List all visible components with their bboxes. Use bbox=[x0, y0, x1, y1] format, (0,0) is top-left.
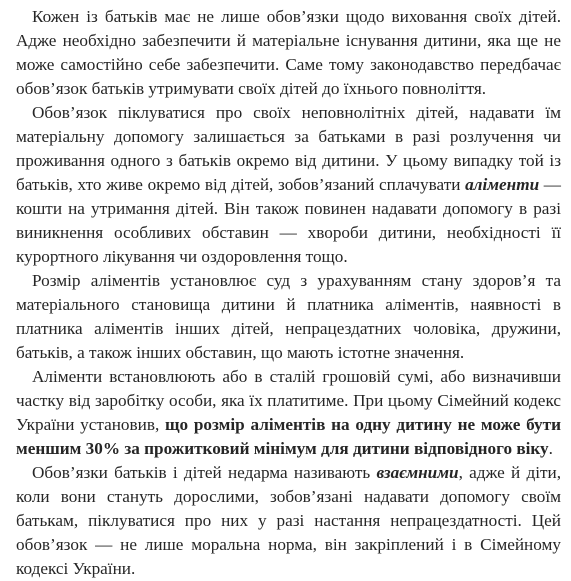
highlighted-rule: що розмір аліментів на одну дитину не може бути меншим 30% за прожитковий мінімум для дитини відповідного віку bbox=[16, 415, 561, 458]
term-mutual: взаємними bbox=[376, 463, 459, 482]
paragraph-2-text-b: — кошти на утримання дітей. Він також повинен надавати допомогу в разі виникнення особливих обставин — хвороби дитини, необхідності її курортного лікування чи оздоровлення тощо. bbox=[16, 175, 561, 266]
paragraph-2 bbox=[16, 101, 561, 269]
paragraph-2-text-a: Обов’язок піклуватися про своїх неповнолітніх дітей, надавати їм матеріальну допомогу залишається за батьками в разі розлучення чи проживання одного з батьків окремо від дитини. У цьому випадку той із батьків, хто живе окремо від дітей, зобов’язаний сплачувати bbox=[16, 103, 561, 194]
paragraph-3-text: Розмір аліментів установлює суд з урахуванням стану здоров’я та матеріального становища дитини й платника аліментів, наявності в платника аліментів інших дітей, непрацездатних чоловіка, дружини, батьків, а також інших обставин, що мають істотне значення. bbox=[16, 271, 561, 362]
paragraph-4 bbox=[16, 365, 561, 461]
paragraph-4-text-a: Аліменти встановлюють або в сталій грошовій сумі, або визначивши частку від заробітку особи, яка їх платитиме. При цьому Сімейний кодекс України установив, bbox=[16, 367, 561, 434]
term-alimony: аліменти bbox=[465, 175, 540, 194]
paragraph-3 bbox=[16, 269, 561, 365]
paragraph-1 bbox=[16, 5, 561, 101]
paragraph-1-text: Кожен із батьків має не лише обов’язки щодо виховання своїх дітей. Адже необхідно забезпечити й матеріальне існування дитини, яка ще не може самостійно себе забезпечити. Саме тому законодавство передбачає обов’язок батьків утримувати своїх дітей до їхнього повноліття. bbox=[16, 7, 561, 98]
paragraph-4-text-b: . bbox=[548, 439, 553, 458]
paragraph-5 bbox=[16, 461, 561, 581]
paragraph-5-text-b: , адже й діти, коли вони стануть дорослими, зобов’язані надавати допомогу своїм батькам, піклуватися про них у разі настання непрацездатності. Цей обов’язок — не лише моральна норма, він закріплений і в Сімейному кодексі України. bbox=[16, 463, 561, 578]
paragraph-5-text-a: Обов’язки батьків і дітей недарма називають bbox=[32, 463, 377, 482]
